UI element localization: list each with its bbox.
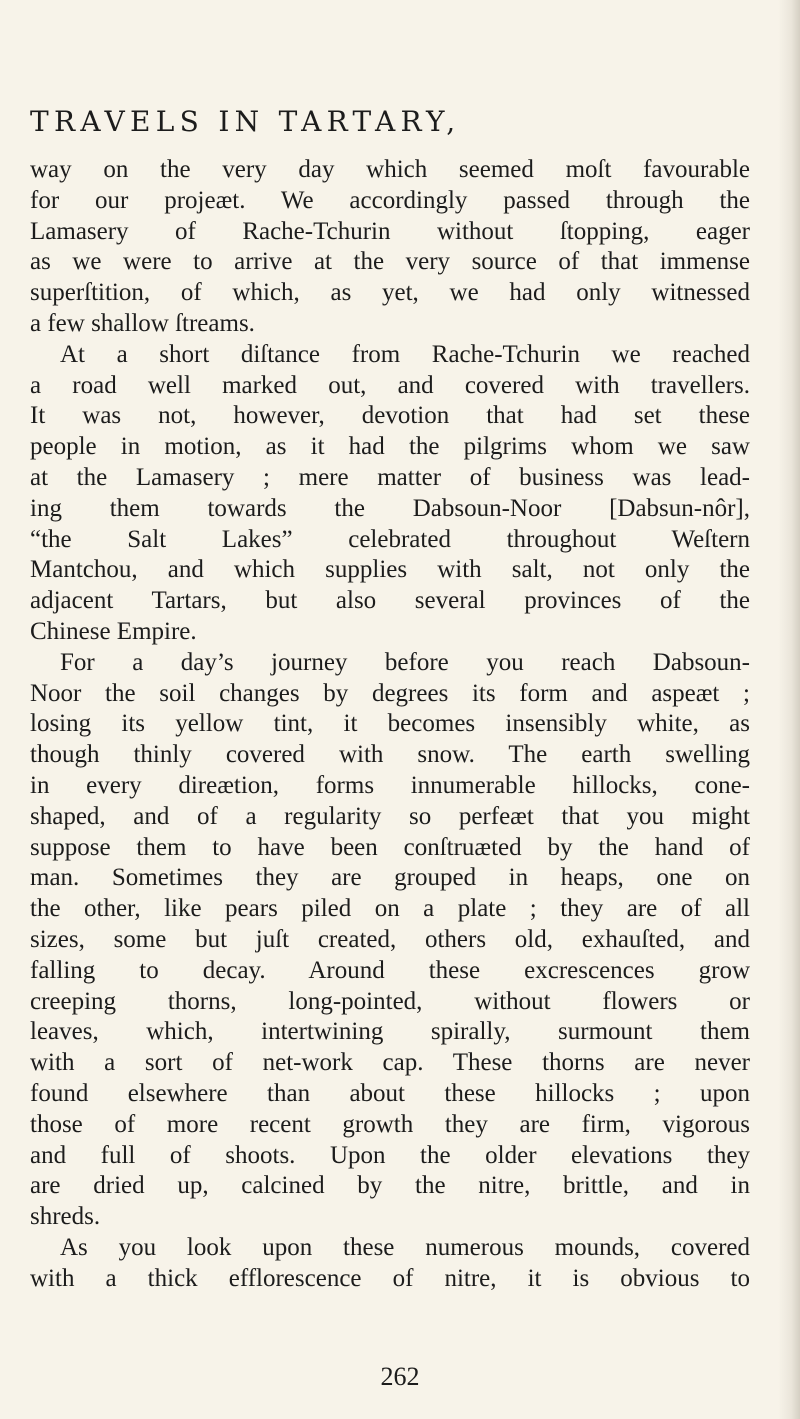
text-line: superſtition, of which, as yet, we had only witnessed <box>30 279 750 307</box>
text-line: falling to decay. Around these excrescences grow <box>30 956 750 984</box>
text-line: It was not, however, devotion that had set these <box>30 402 750 430</box>
text-line: people in motion, as it had the pilgrims whom we saw <box>30 433 750 461</box>
text-line: ing them towards the Dabsoun-Noor [Dabsun-nôr], <box>30 494 750 522</box>
text-line: as we were to arrive at the very source of that immense <box>30 248 750 276</box>
text-line: At a short diſtance from Rache-Tchurin we reached <box>60 340 750 368</box>
text-line: Noor the soil changes by degrees its form and aspeæt ; <box>30 679 750 707</box>
text-line: creeping thorns, long-pointed, without flowers or <box>30 987 750 1015</box>
text-line: “the Salt Lakes” celebrated throughout Weſtern <box>30 525 750 553</box>
text-line: those of more recent growth they are firm, vigorous <box>30 1110 750 1138</box>
text-line: a road well marked out, and covered with travellers. <box>30 371 750 399</box>
body-text <box>30 155 750 1294</box>
text-line: with a sort of net-work cap. These thorns are never <box>30 1049 750 1077</box>
text-line: shaped, and of a regularity so perfeæt that you might <box>30 802 750 830</box>
running-head: TRAVELS IN TARTARY, <box>30 105 461 138</box>
text-line: a few shallow ſtreams. <box>30 309 255 337</box>
text-line: suppose them to have been conſtruæted by the hand of <box>30 833 750 861</box>
text-line: are dried up, calcined by the nitre, brittle, and in <box>30 1172 750 1200</box>
text-line: at the Lamasery ; mere matter of business was lead- <box>30 463 750 491</box>
text-line: As you look upon these numerous mounds, covered <box>60 1233 750 1261</box>
text-line: and full of shoots. Upon the older elevations they <box>30 1141 750 1169</box>
text-line: the other, like pears piled on a plate ; they are of all <box>30 895 750 923</box>
text-line: way on the very day which seemed moſt favourable <box>30 156 750 183</box>
text-line: with a thick efflorescence of nitre, it is obvious to <box>30 1264 750 1292</box>
text-line: found elsewhere than about these hillocks ; upon <box>30 1079 750 1107</box>
page-edge-shadow <box>778 0 800 1419</box>
text-line: in every direætion, forms innumerable hillocks, cone- <box>30 771 750 799</box>
text-line: man. Sometimes they are grouped in heaps, one on <box>30 864 750 892</box>
page-number: 262 <box>380 1362 420 1391</box>
text-line: sizes, some but juſt created, others old, exhauſted, and <box>30 925 750 953</box>
text-line: Chinese Empire. <box>30 617 197 645</box>
text-line: For a day’s journey before you reach Dabsoun- <box>60 648 750 676</box>
text-line: though thinly covered with snow. The earth swelling <box>30 741 750 769</box>
text-line: for our projeæt. We accordingly passed through the <box>30 186 750 214</box>
text-line: shreds. <box>30 1203 101 1231</box>
text-line: losing its yellow tint, it becomes insensibly white, as <box>30 710 750 738</box>
text-line: adjacent Tartars, but also several provinces of the <box>30 587 750 615</box>
text-line: leaves, which, intertwining spirally, surmount them <box>30 1018 750 1046</box>
text-line: Lamasery of Rache-Tchurin without ſtopping, eager <box>30 217 750 245</box>
text-line: Mantchou, and which supplies with salt, not only the <box>30 556 750 584</box>
